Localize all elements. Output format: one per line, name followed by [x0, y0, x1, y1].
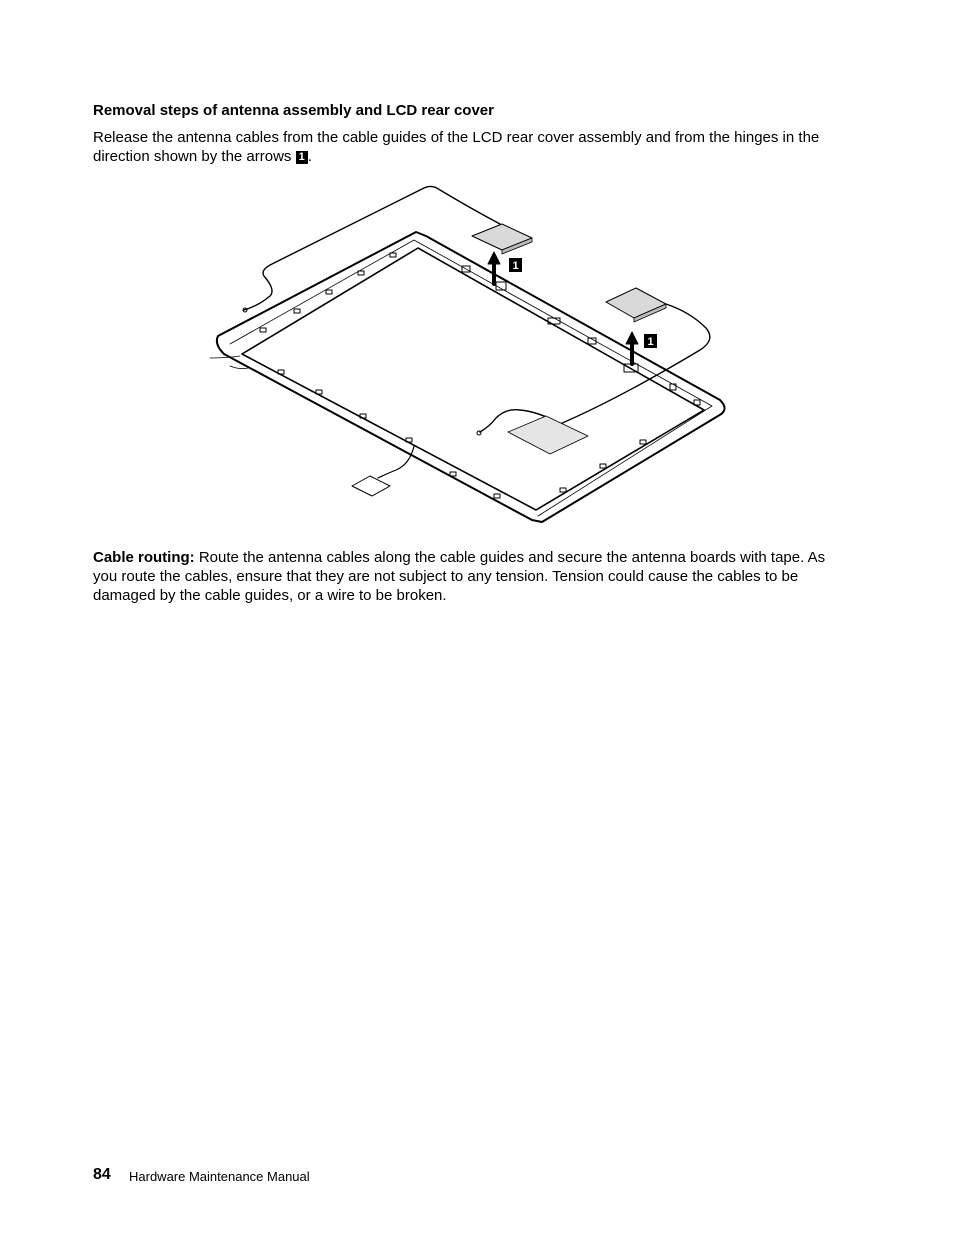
- cover-outer-frame: [217, 232, 725, 522]
- hinge-line: [210, 356, 240, 358]
- antenna-cable-right: [480, 304, 710, 432]
- cable-routing-lead: Cable routing:: [93, 549, 195, 566]
- arrow-up-icon-head: [488, 252, 500, 264]
- callout-badge: 1: [296, 151, 308, 164]
- antenna-assembly-illustration: [200, 178, 740, 530]
- callout-label: 1: [512, 260, 519, 272]
- callout-label: 1: [647, 336, 654, 348]
- antenna-board-top: [472, 224, 532, 250]
- release-instructions: [93, 128, 853, 166]
- cable-routing-paragraph: [93, 548, 853, 605]
- cable-guide: [670, 384, 676, 390]
- cable-guide: [560, 488, 566, 492]
- cable-guide: [640, 440, 646, 444]
- cable-guide: [294, 309, 300, 313]
- release-text-end: .: [307, 148, 312, 165]
- antenna-cable-left: [244, 186, 500, 310]
- cable-guide: [390, 253, 396, 257]
- figure-callout-1: [644, 334, 657, 348]
- figure-callout-1: [509, 258, 522, 272]
- cable-routing-text: Route the antenna cables along the cable guides and secure the antenna boards with tape. As you route the cables, ensure that they are not subject to any tension. Tension could cause the cables to be damaged by the cable guides, or a wire to be broken.: [93, 549, 826, 604]
- section-heading: Removal steps of antenna assembly and LCD rear cover: [93, 102, 494, 119]
- lcd-connector: [352, 476, 390, 496]
- arrow-up-icon-head: [626, 332, 638, 344]
- lcd-rear-cover-diagram: [200, 178, 740, 530]
- release-text: Release the antenna cables from the cable guides of the LCD rear cover assembly and from the hinges in the direction shown by the arrows: [93, 129, 820, 165]
- tape-patch: [508, 416, 588, 454]
- cable-guide: [494, 494, 500, 498]
- antenna-board-right: [606, 288, 666, 318]
- cover-rim: [230, 240, 712, 516]
- page-number: 84: [93, 1166, 111, 1183]
- lcd-cable: [378, 446, 414, 478]
- cable-guide: [600, 464, 606, 468]
- cable-guide: [260, 328, 266, 332]
- manual-title: Hardware Maintenance Manual: [129, 1169, 310, 1184]
- cable-guide: [326, 290, 332, 294]
- cable-end: [477, 431, 481, 435]
